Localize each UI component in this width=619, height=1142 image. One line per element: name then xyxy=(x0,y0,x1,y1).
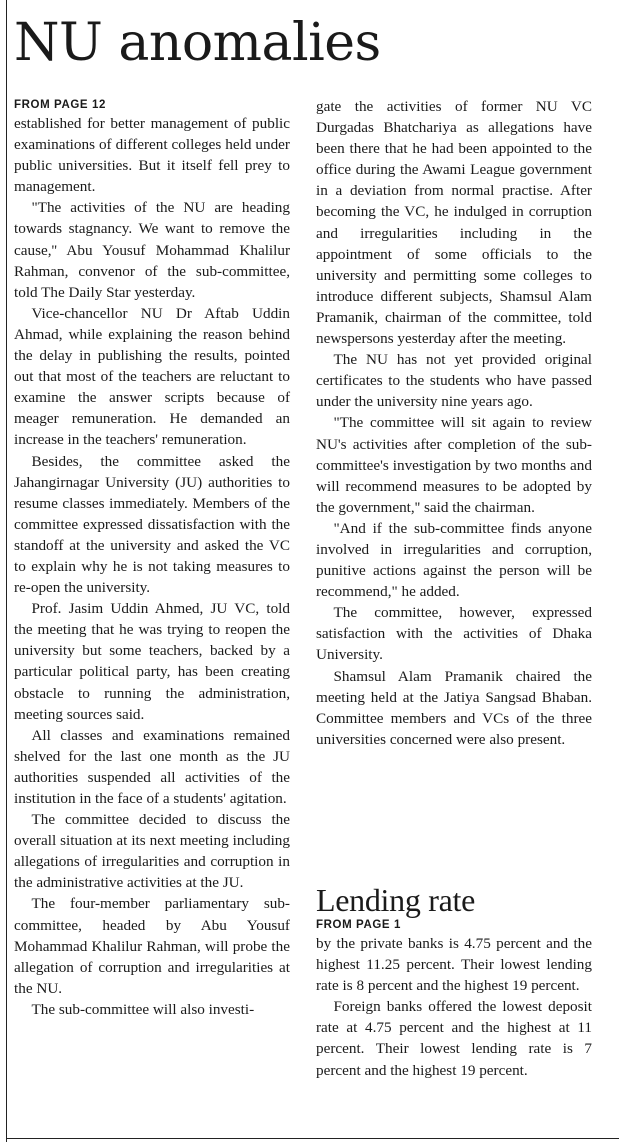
article-paragraph: The committee decided to discuss the overall situation at its next meeting including allegations of irregularities and corruption in the administrative activities at the JU. xyxy=(14,811,290,892)
article-paragraph: "And if the sub-committee finds anyone involved in irregularities and corruption, punitive actions against the person will be recommend," he added. xyxy=(316,519,592,601)
article-paragraph: Shamsul Alam Pramanik chaired the meeting held at the Jatiya Sangsad Bhaban. Committee members and VCs of the three universities concerned were also present. xyxy=(316,667,592,748)
column-rule-left xyxy=(6,0,7,1142)
lending-headline: Lending rate xyxy=(316,882,475,918)
lending-paragraph: by the private banks is 4.75 percent and the highest 11.25 percent. Their lowest lending rate is 8 percent and the highest 19 percent. xyxy=(316,935,592,995)
lending-rate-article xyxy=(316,882,592,1081)
article-kicker: FROM PAGE 12 xyxy=(14,99,106,111)
article-paragraph: All classes and examinations remained shelved for the last one month as the JU authorities suspended all activities of the institution in the face of a students' agitation. xyxy=(14,726,290,807)
article-headline: NU anomalies xyxy=(14,13,381,73)
article-column-2 xyxy=(316,96,592,750)
article-paragraph: The NU has not yet provided original certificates to the students who have passed under the university nine years ago. xyxy=(316,351,592,411)
article-paragraph: established for better management of public examinations of different colleges held under public universities. But it itself fell prey to management. xyxy=(14,115,290,196)
article-paragraph: The committee, however, expressed satisfaction with the activities of Dhaka University. xyxy=(316,604,592,664)
lending-kicker: FROM PAGE 1 xyxy=(316,919,401,931)
article-paragraph: The sub-committee will also investi- xyxy=(31,1000,255,1018)
article-paragraph: "The committee will sit again to review NU's activities after completion of the sub-committee's investigation by two months and will recommend measures to be adopted by the government,'' said the chairman. xyxy=(316,414,592,516)
article-paragraph: The four-member parliamentary sub-committee, headed by Abu Yousuf Mohammad Khalilur Rahman, will probe the allegation of corruption and irregularities at the NU. xyxy=(14,895,290,997)
column-rule-bottom xyxy=(6,1138,619,1139)
article-column-1 xyxy=(14,98,290,1020)
article-paragraph: Prof. Jasim Uddin Ahmed, JU VC, told the meeting that he was trying to reopen the university but some teachers, backed by a particular political party, has been creating obstacle to running the administration, meeting sources said. xyxy=(14,600,290,723)
lending-paragraph: Foreign banks offered the lowest deposit rate at 4.75 percent and the highest at 11 percent. Their lowest lending rate is 7 percent and the highest 19 percent. xyxy=(316,998,592,1079)
article-paragraph: gate the activities of former NU VC Durgadas Bhatchariya as allegations have been there that he had been appointed to the office during the Awami League government in a deviation from normal practise. After becoming the VC, he indulged in corruption and irregularities including in the appointment of some officials to the university and permitting some colleges to introduce different subjects, Shamsul Alam Pramanik, chairman of the committee, told newspersons yesterday after the meeting. xyxy=(316,98,592,348)
article-paragraph: Vice-chancellor NU Dr Aftab Uddin Ahmad, while explaining the reason behind the delay in publishing the results, pointed out that most of the teachers are reluctant to examine the answer scripts because of meager remuneration. He demanded an increase in the teachers' remuneration. xyxy=(14,304,290,449)
article-paragraph: "The activities of the NU are heading towards stagnancy. We want to remove the cause,'' Abu Yousuf Mohammad Khalilur Rahman, convenor of the sub-committee, told The Daily Star yesterday. xyxy=(14,199,290,301)
article-paragraph: Besides, the committee asked the Jahangirnagar University (JU) authorities to resume classes immediately. Members of the committee expressed dissatisfaction with the standoff at the university and asked the VC to explain why he is not taking measures to re-open the university. xyxy=(14,452,290,597)
